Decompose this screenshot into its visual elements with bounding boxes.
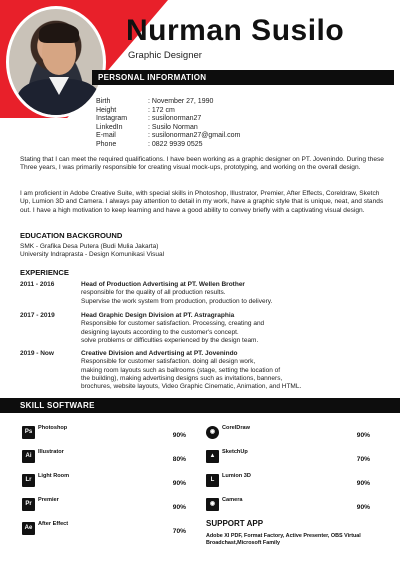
coreldraw-icon: ◉ [206, 426, 219, 439]
support-app-text: Adobe XI PDF, Format Factory, Active Presenter, OBS Virtual Broadchast,Microsoft Family [206, 533, 361, 547]
info-label: LinkedIn [96, 123, 123, 131]
support-app-title: SUPPORT APP [206, 519, 264, 528]
info-row-email [96, 132, 240, 141]
info-value: : 172 cm [148, 106, 175, 114]
summary-paragraph-1: Stating that I can meet the required qualifications. I have been working as a graphic designer on PT. Jovenindo. During these Three years, I was primarily responsible for creating visual mock-ups, prototyping, and working on the overall design. [20, 156, 384, 172]
experience-line: the building), making advertising designs such as invitations, banners, [81, 374, 283, 382]
skill-after-effect [22, 520, 192, 544]
info-row-height [96, 107, 240, 116]
profile-photo [6, 6, 106, 118]
skill-name: Illustrator [38, 449, 64, 455]
experience-item [20, 281, 390, 306]
experience-title-text: Creative Division and Advertising at PT. Jovenindo [81, 350, 238, 357]
info-label: Birth [96, 98, 111, 105]
experience-line: solve problems or difficulties experienced by the design team. [81, 336, 259, 344]
skill-percent: 90% [172, 480, 186, 487]
experience-item [20, 350, 390, 391]
info-value: : susilonorman27@gmail.com [148, 132, 241, 140]
skill-name: Camera [222, 497, 243, 503]
experience-years: 2019 - Now [20, 350, 54, 357]
info-row-instagram [96, 115, 240, 124]
skill-name: Premier [38, 497, 59, 503]
skill-camera [206, 496, 376, 520]
experience-title-text: Head Graphic Design Division at PT. Astragraphia [81, 312, 235, 319]
education-title: EDUCATION BACKGROUND [20, 231, 123, 240]
skill-photoshop [22, 424, 192, 448]
skill-percent: 90% [356, 480, 370, 487]
experience-line: brochures, website layouts, Video Graphic Cinematic, Animation, and HTML. [81, 383, 302, 391]
experience-line: designing layouts according to the customer's concept. [81, 328, 239, 336]
skill-name: After Effect [38, 521, 69, 527]
skill-percent: 90% [356, 432, 370, 439]
skill-percent: 80% [172, 456, 186, 463]
skill-premier [22, 496, 192, 520]
education-item: SMK - Grafika Desa Putera (Budi Mulia Jakarta) [20, 243, 159, 250]
info-label: E-mail [96, 132, 116, 140]
experience-years: 2011 - 2016 [20, 281, 55, 288]
personal-info-list [96, 98, 240, 150]
experience-title: EXPERIENCE [20, 268, 69, 277]
skill-software-header: SKILL SOFTWARE [0, 398, 400, 413]
skill-name: CorelDraw [222, 425, 250, 431]
skill-percent: 90% [172, 432, 186, 439]
experience-line: Supervise the work system from production, production to delivery. [81, 297, 273, 305]
info-value: : November 27, 1990 [148, 98, 214, 105]
personal-info-header: PERSONAL INFORMATION [92, 70, 394, 85]
experience-line: making room layouts such as ballrooms (stage, setting the location of [81, 366, 281, 374]
skill-sketchup [206, 448, 376, 472]
experience-item [20, 312, 390, 345]
education-item: University Indraprasta - Design Komunikasi Visual [20, 251, 165, 258]
skill-coreldraw [206, 424, 376, 448]
info-label: Height [96, 106, 117, 114]
skill-percent: 70% [356, 456, 370, 463]
skill-lightroom [22, 472, 192, 496]
skills-right-column [206, 424, 376, 520]
skill-name: Light Room [38, 473, 70, 479]
info-label: Instagram [96, 115, 128, 123]
skills-left-column [22, 424, 192, 544]
info-value: : susilonorman27 [148, 115, 202, 123]
illustrator-icon: Ai [22, 450, 35, 463]
skill-lumion [206, 472, 376, 496]
lumion-icon: L [206, 474, 219, 487]
resume-name: Nurman Susilo [126, 14, 345, 47]
skill-illustrator [22, 448, 192, 472]
experience-title-text: Head of Production Advertising at PT. Wellen Brother [81, 281, 245, 288]
experience-line: responsible for the quality of all production results. [81, 289, 226, 297]
resume-role: Graphic Designer [128, 50, 202, 61]
skill-percent: 90% [356, 504, 370, 511]
premier-icon: Pr [22, 498, 35, 511]
lightroom-icon: Lr [22, 474, 35, 487]
skill-name: SketchUp [222, 449, 248, 455]
info-row-birth [96, 98, 240, 107]
info-label: Phone [96, 140, 117, 148]
sketchup-icon: ▲ [206, 450, 219, 463]
info-value: : Susilo Norman [148, 123, 198, 131]
experience-line: Responsible for customer satisfaction. Processing, creating and [81, 320, 265, 328]
camera-icon: ◉ [206, 498, 219, 511]
summary-paragraph-2: I am proficient in Adobe Creative Suite, with special skills in Photoshop, Illustrator, Premier, After Effects, Coreldraw, Sketch Up, Lumion 3D and Camera. I always pay attention to detail in my work, have a graphic style that is unique, neat, and stands out. I have a high motivation to keep learning and have a good ability to convey briefly with a captivating visual design. [20, 190, 384, 214]
info-value: : 0822 9939 0525 [148, 140, 203, 148]
experience-line: Responsible for customer satisfaction. doing all design work, [81, 358, 256, 366]
info-row-phone [96, 141, 240, 150]
experience-years: 2017 - 2019 [20, 312, 55, 319]
info-row-linkedin [96, 124, 240, 133]
after-effect-icon: Ae [22, 522, 35, 535]
skill-name: Lumion 3D [222, 473, 251, 479]
skill-percent: 70% [172, 528, 186, 535]
skill-percent: 90% [172, 504, 186, 511]
photoshop-icon: Ps [22, 426, 35, 439]
education-list [20, 243, 164, 259]
skill-name: Photoshop [38, 425, 68, 431]
